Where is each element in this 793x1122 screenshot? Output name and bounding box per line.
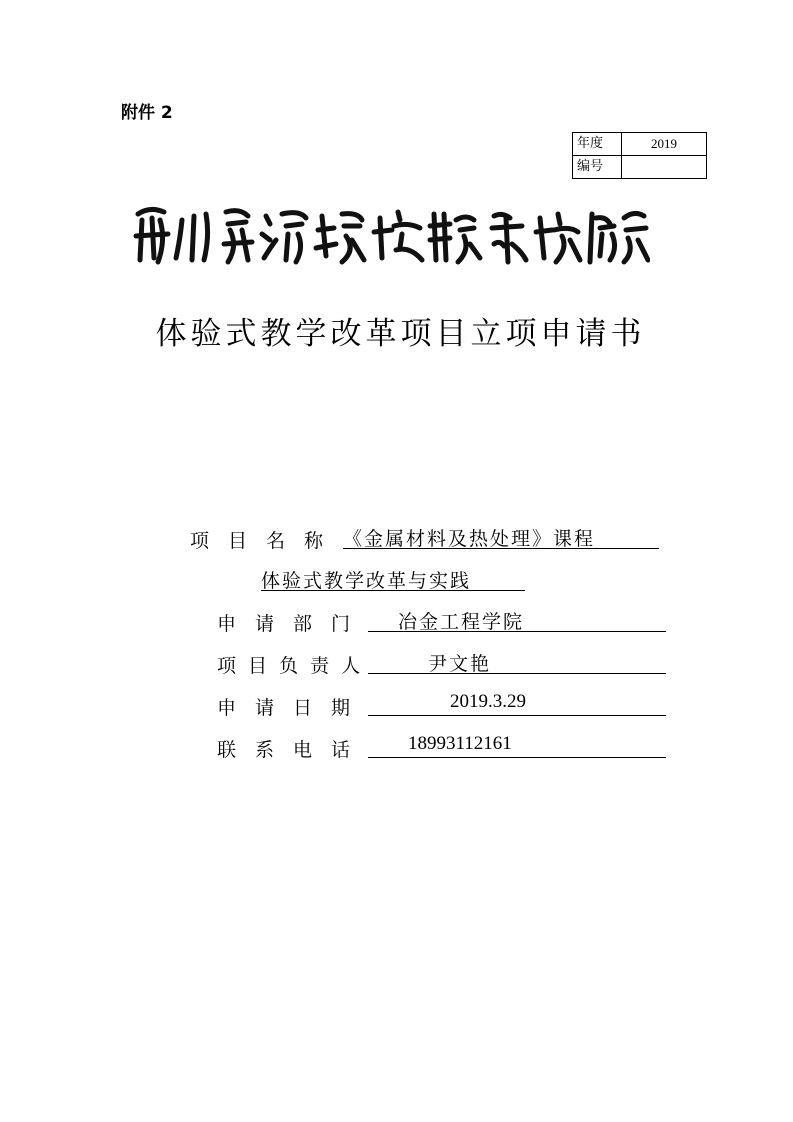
project-name-label: 项 目 名 称 bbox=[190, 530, 324, 552]
calligraphy-logo-image bbox=[130, 200, 650, 270]
number-label: 编号 bbox=[573, 156, 622, 179]
date-value: 2019.3.29 bbox=[450, 691, 526, 712]
attachment-label: 附件 2 bbox=[121, 103, 173, 123]
department-value: 冶金工程学院 bbox=[398, 611, 525, 633]
leader-value-underline bbox=[368, 649, 666, 674]
project-name-value-line1: 《金属材料及热处理》课程 bbox=[343, 524, 659, 549]
leader-value: 尹文艳 bbox=[428, 653, 492, 675]
date-value-underline bbox=[368, 691, 666, 716]
year-row bbox=[573, 133, 707, 156]
year-number-table bbox=[572, 132, 707, 179]
number-row bbox=[573, 156, 707, 179]
leader-label: 项 目 负 责 人 bbox=[217, 655, 364, 677]
document-title: 体验式教学改革项目立项申请书 bbox=[155, 316, 646, 352]
college-calligraphy-logo bbox=[130, 200, 650, 270]
department-value-underline bbox=[368, 607, 666, 632]
phone-value-underline bbox=[368, 733, 666, 758]
phone-label: 联 系 电 话 bbox=[217, 739, 351, 761]
phone-value: 18993112161 bbox=[408, 733, 512, 754]
year-label: 年度 bbox=[573, 133, 622, 156]
year-value: 2019 bbox=[622, 133, 707, 156]
number-value bbox=[622, 156, 707, 179]
department-label: 申 请 部 门 bbox=[217, 613, 351, 635]
date-label: 申 请 日 期 bbox=[217, 697, 351, 719]
project-name-value-line2: 体验式教学改革与实践 bbox=[261, 566, 525, 591]
